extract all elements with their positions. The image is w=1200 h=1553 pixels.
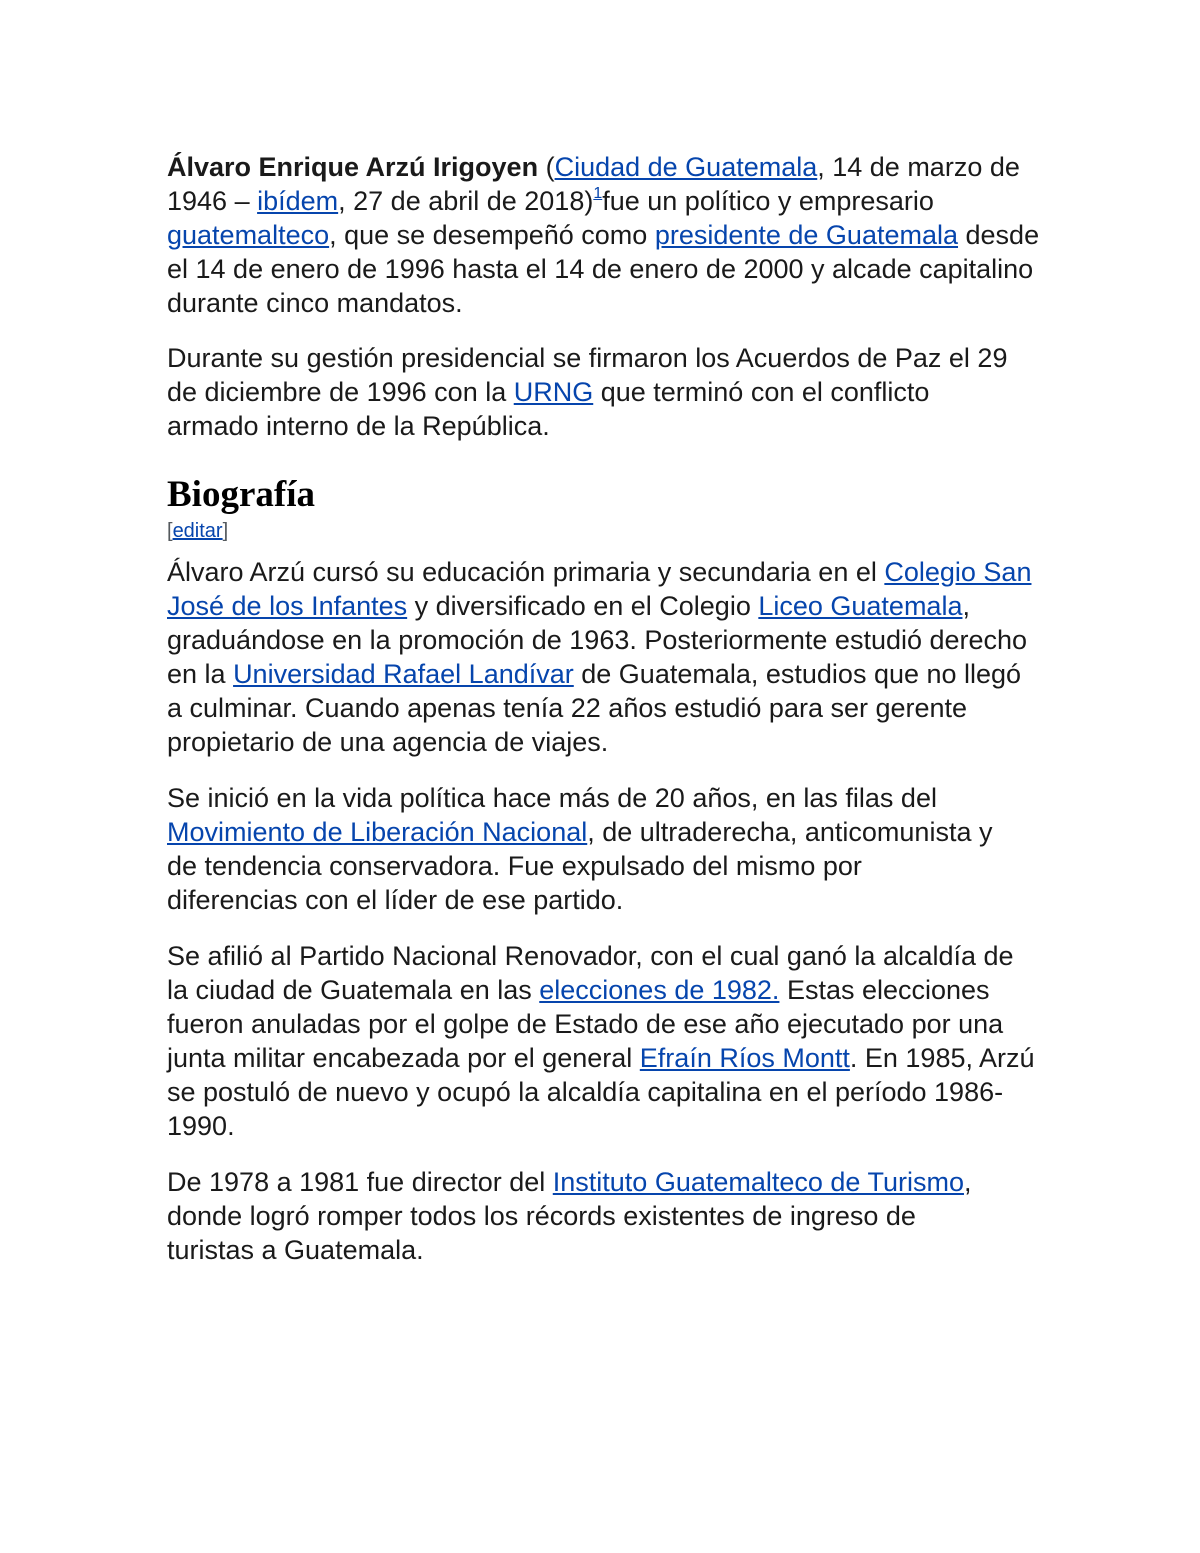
link-instituto-guatemalteco-turismo[interactable]: Instituto Guatemalteco de Turismo <box>552 1167 964 1197</box>
biografia-paragraph-2: Se inició en la vida política hace más de 20 años, en las filas del Movimiento de Liberación Nacional, de ultraderecha, anticomunista y de tendencia conservadora. Fue expulsado del mismo por diferencias con el líder de ese partido. <box>167 783 993 915</box>
article-body <box>167 150 1047 1267</box>
edit-section: [editar] <box>167 520 229 542</box>
link-colegio-san-jose[interactable]: Colegio San José de los Infantes <box>167 557 1032 621</box>
link-movimiento-liberacion-nacional[interactable]: Movimiento de Liberación Nacional <box>167 817 588 847</box>
edit-section-link[interactable]: editar <box>172 520 223 542</box>
biografia-paragraph-4: De 1978 a 1981 fue director del Instituto Guatemalteco de Turismo, donde logró romper todos los récords existentes de ingreso de turistas a Guatemala. <box>167 1167 972 1265</box>
link-presidente-de-guatemala[interactable]: presidente de Guatemala <box>654 220 959 250</box>
link-efrain-rios-montt[interactable]: Efraín Ríos Montt <box>639 1043 850 1073</box>
link-ibidem[interactable]: ibídem <box>257 186 339 216</box>
link-universidad-rafael-landivar[interactable]: Universidad Rafael Landívar <box>233 659 574 689</box>
intro-paragraph: Álvaro Enrique Arzú Irigoyen (Ciudad de Guatemala, 14 de marzo de 1946 – ibídem, 27 de abril de 2018)$^1$fue un político y empresario guatemalteco, que se desempeñó como presidente de Guatemala desde el 14 de enero de 1996 hasta el 14 de enero de 2000 y alcade capitalino durante cinco mandatos. <box>167 152 1040 318</box>
reference-link[interactable]: 1 <box>593 185 603 202</box>
paz-paragraph: Durante su gestión presidencial se firmaron los Acuerdos de Paz el 29 de diciembre de 1996 con la URNG que terminó con el conflicto armado interno de la República. <box>167 343 1008 441</box>
biografia-paragraph-1: Álvaro Arzú cursó su educación primaria y secundaria en el Colegio San José de los Infantes y diversificado en el Colegio Liceo Guatemala, graduándose en la promoción de 1963. Posteriormente estudió derecho en la Universidad Rafael Landívar de Guatemala, estudios que no llegó a culminar. Cuando apenas tenía 22 años estudió para ser gerente propietario de una agencia de viajes. <box>167 557 1032 757</box>
link-urng[interactable]: URNG <box>513 377 594 407</box>
link-liceo-guatemala[interactable]: Liceo Guatemala <box>758 591 963 621</box>
article-subject-name: Álvaro Enrique Arzú Irigoyen <box>167 152 539 182</box>
link-ciudad-de-guatemala[interactable]: Ciudad de Guatemala <box>554 152 818 182</box>
link-elecciones-1982[interactable]: elecciones de 1982. <box>539 975 780 1005</box>
section-heading-biografia: Biografía <box>167 474 315 515</box>
biografia-paragraph-3: Se afilió al Partido Nacional Renovador, con el cual ganó la alcaldía de la ciudad de Guatemala en las elecciones de 1982. Estas elecciones fueron anuladas por el golpe de Estado de ese año ejecutado por una junta militar encabezada por el general Efraín Ríos Montt. En 1985, Arzú se postuló de nuevo y ocupó la alcaldía capitalina en el período 1986-1990. <box>167 941 1035 1141</box>
link-guatemalteco[interactable]: guatemalteco <box>167 220 330 250</box>
